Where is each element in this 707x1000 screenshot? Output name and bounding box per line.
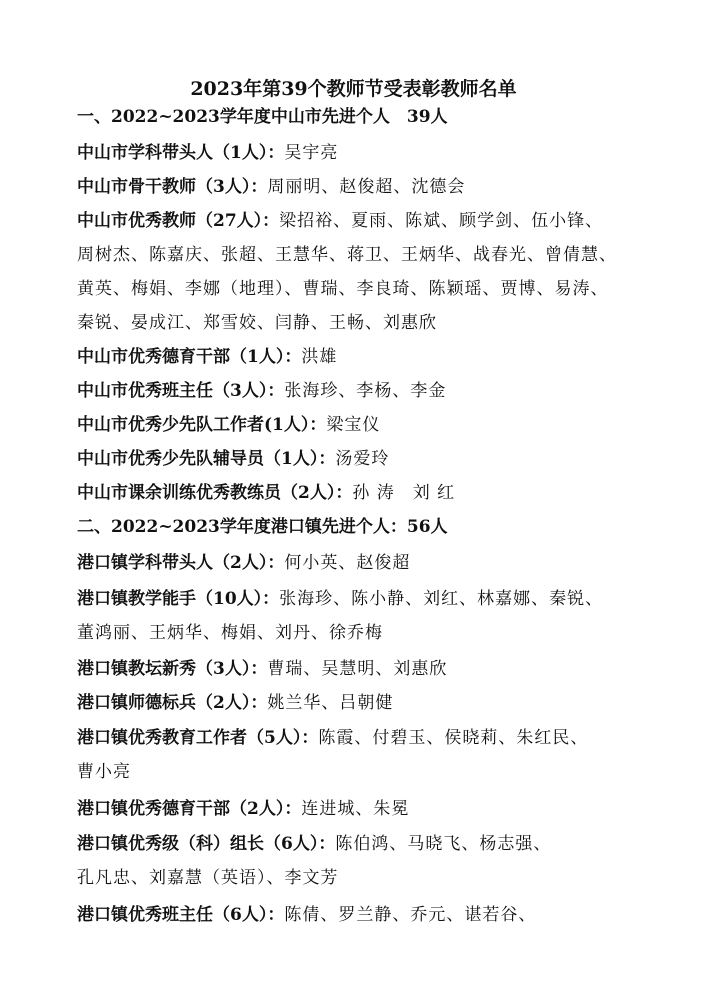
award-label: 港口镇师德标兵（2人）：	[77, 693, 268, 713]
award-names: 汤爱玲	[335, 449, 390, 469]
award-line-s1-0	[77, 141, 687, 165]
award-line-s1-4	[77, 379, 687, 403]
award-label: 港口镇优秀级（科）组长（6人）：	[77, 834, 336, 854]
award-label: 中山市学科带头人（1人）：	[77, 143, 285, 163]
award-label: 港口镇优秀班主任（6人）：	[77, 905, 285, 925]
award-names: 周树杰、陈嘉庆、张超、王慧华、蒋卫、王炳华、战春光、曾倩慧、	[77, 245, 617, 265]
award-line-s2-6	[77, 832, 687, 856]
award-line-s2-1	[77, 587, 687, 611]
award-line-s2-7	[77, 903, 687, 927]
award-names: 董鸿丽、王炳华、梅娟、刘丹、徐乔梅	[77, 623, 383, 643]
award-label: 港口镇教学能手（10人）：	[77, 589, 280, 609]
award-names: 曹瑞、吴慧明、刘惠欣	[267, 659, 448, 679]
award-names-cont	[77, 311, 687, 335]
award-line-s1-6	[77, 447, 687, 471]
award-names: 陈霞、付碧玉、侯晓莉、朱红民、	[318, 728, 589, 748]
award-names: 陈倩、罗兰静、乔元、谌若谷、	[284, 905, 537, 925]
section1-heading: 一、2022~2023学年度中山市先进个人 39人	[77, 107, 448, 127]
award-line-s2-3	[77, 691, 687, 715]
award-line-s1-5	[77, 413, 687, 437]
award-line-s2-5	[77, 797, 687, 821]
award-names: 连进城、朱冕	[301, 799, 410, 819]
section2-heading: 二、2022~2023学年度港口镇先进个人：56人	[77, 517, 448, 537]
award-line-s1-7	[77, 481, 687, 505]
award-label: 港口镇优秀教育工作者（5人）：	[77, 728, 319, 748]
document-title: 2023年第39个教师节受表彰教师名单	[190, 78, 517, 100]
award-names: 姚兰华、吕朝健	[267, 693, 394, 713]
award-names: 洪雄	[301, 347, 338, 367]
award-label: 港口镇优秀德育干部（2人）：	[77, 799, 302, 819]
award-names: 陈伯鸿、马晓飞、杨志强、	[335, 834, 552, 854]
award-names-cont	[77, 243, 687, 267]
award-names: 吴宇亮	[284, 143, 339, 163]
award-names: 梁宝仪	[326, 415, 381, 435]
award-names: 周丽明、赵俊超、沈德会	[267, 177, 466, 197]
award-label: 中山市优秀少先队工作者(1人）：	[77, 415, 327, 435]
award-names: 曹小亮	[77, 762, 131, 782]
award-line-s2-2	[77, 657, 687, 681]
award-line-s1-1	[77, 175, 687, 199]
award-names: 黄英、梅娟、李娜（地理）、曹瑞、李良琦、陈颖瑶、贾博、易涛、	[77, 279, 609, 299]
award-names-cont	[77, 760, 687, 784]
award-label: 港口镇教坛新秀（3人）：	[77, 659, 268, 679]
award-names: 何小英、赵俊超	[284, 553, 411, 573]
award-label: 中山市课余训练优秀教练员（2人）：	[77, 483, 353, 503]
award-names: 孔凡忠、刘嘉慧（英语）、李文芳	[77, 868, 339, 888]
award-names-cont	[77, 866, 687, 890]
award-line-s1-3	[77, 345, 687, 369]
award-label: 港口镇学科带头人（2人）：	[77, 553, 285, 573]
award-label: 中山市骨干教师（3人）：	[77, 177, 268, 197]
award-label: 中山市优秀少先队辅导员（1人）：	[77, 449, 336, 469]
award-line-s2-4	[77, 726, 687, 750]
award-label: 中山市优秀德育干部（1人）：	[77, 347, 302, 367]
award-names: 秦锐、晏成江、郑雪姣、闫静、王畅、刘惠欣	[77, 313, 437, 333]
award-names: 梁招裕、夏雨、陈斌、顾学剑、伍小锋、	[279, 211, 604, 231]
award-names-cont	[77, 621, 687, 645]
award-label: 中山市优秀班主任（3人）：	[77, 381, 285, 401]
award-label: 中山市优秀教师（27人）：	[77, 211, 280, 231]
award-names-cont	[77, 277, 687, 301]
award-names: 孙 涛 刘 红	[352, 483, 456, 503]
award-names: 张海珍、李杨、李金	[284, 381, 447, 401]
award-names: 张海珍、陈小静、刘红、林嘉娜、秦锐、	[279, 589, 604, 609]
award-line-s1-2	[77, 209, 687, 233]
award-line-s2-0	[77, 551, 687, 575]
